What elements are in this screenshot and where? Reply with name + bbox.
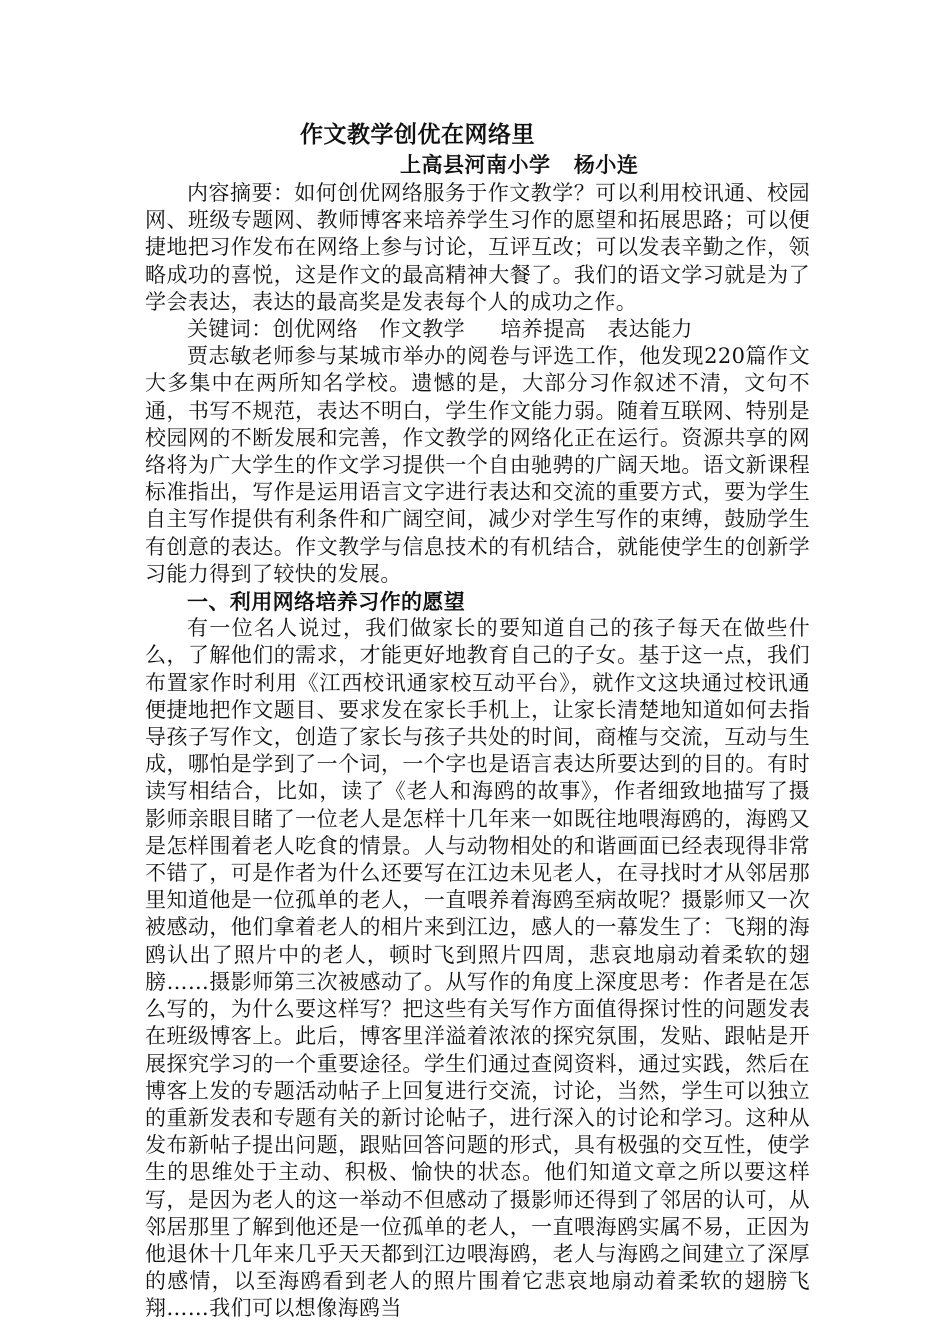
section-body-paragraph: 有一位名人说过，我们做家长的要知道自己的孩子每天在做些什么，了解他们的需求，才能更好地教育自己的子女。基于这一点，我们布置家作时利用《江西校讯通家校互动平台》，就作文这块通过校讯通便捷地把作文题目、要求发在家长手机上，让家长清楚地知道如何去指导孩子写作文，创造了家长与孩子共处的时间，商榷与交流，互动与生成，哪怕是学到了一个词，一个字也是语言表达所要达到的目的。有时读写相结合，比如，读了《老人和海鸥的故事》，作者细致地描写了摄影师亲眼目睹了一位老人是怎样十几年来一如既往地喂海鸥的，海鸥又是怎样围着老人吃食的情景。人与动物相处的和谐画面已经表现得非常不错了，可是作者为什么还要写在江边未见老人，在寻找时才从邻居那里知道他是一位孤单的老人，一直喂养着海鸥至病故呢？摄影师又一次被感动，他们拿着老人的相片来到江边，感人的一幕发生了：飞翔的海鸥认出了照片中的老人，顿时飞到照片四周，悲哀地扇动着柔软的翅膀……摄影师第三次被感动了。从写作的角度上深度思考：作者是在怎么写的，为什么要这样写？把这些有关写作方面值得探讨性的问题发表在班级博客上。此后，博客里洋溢着浓浓的探究氛围，发贴、跟帖是开展探究学习的一个重要途径。学生们通过查阅资料，通过实践，然后在博客上发的专题活动帖子上回复进行交流，讨论，当然，学生可以独立的重新发表和专题有关的新讨论帖子，进行深入的讨论和学习。这种从发布新帖子提出问题，跟贴回答问题的形式，具有极强的交互性，使学生的思维处于主动、积极、愉快的状态。他们知道文章之所以要这样写，是因为老人的这一举动不但感动了摄影师还得到了邻居的认可，从邻居那里了解到他还是一位孤单的老人，一直喂海鸥实属不易，正因为他退休十几年来几乎天天都到江边喂海鸥，老人与海鸥之间建立了深厚的感情，以至海鸥看到老人的照片围着它悲哀地扇动着柔软的翅膀飞翔……我们可以想像海鸥当 [145,616,810,1321]
keywords-paragraph: 关键词：创优网络 作文教学 培养提高 表达能力 [187,317,693,342]
author-line: 上高县河南小学 杨小连 [400,152,639,177]
section-heading: 一、利用网络培养习作的愿望 [187,589,466,615]
document-page [145,120,810,1323]
intro-paragraph: 贾志敏老师参与某城市举办的阅卷与评选工作，他发现220篇作文大多集中在两所知名学校。遗憾的是，大部分习作叙述不清，文句不通，书写不规范，表达不明白，学生作文能力弱。随着互联网、特别是校园网的不断发展和完善，作文教学的网络化正在运行。资源共享的网络将为广大学生的作文学习提供一个自由驰骋的广阔天地。语文新课程标准指出，写作是运用语言文字进行表达和交流的重要方式，要为学生自主写作提供有利条件和广阔空间，减少对学生写作的束缚，鼓励学生有创意的表达。作文教学与信息技术的有机结合，就能使学生的创新学习能力得到了较快的发展。 [145,344,810,586]
abstract-paragraph: 内容摘要：如何创优网络服务于作文教学？可以利用校讯通、校园网、班级专题网、教师博客来培养学生习作的愿望和拓展思路；可以便捷地把习作发布在网络上参与讨论，互评互改；可以发表辛勤之作，领略成功的喜悦，这是作文的最高精神大餐了。我们的语文学习就是为了学会表达，表达的最高奖是发表每个人的成功之作。 [145,181,810,314]
document-title: 作文教学创优在网络里 [300,121,535,148]
